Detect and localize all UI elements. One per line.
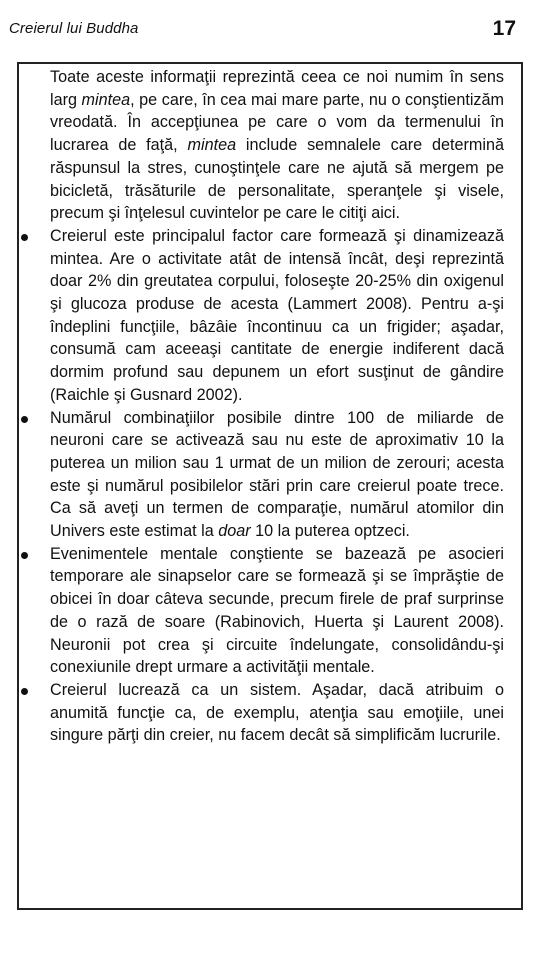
bullet-icon [21, 234, 28, 241]
running-header-title: Creierul lui Buddha [9, 20, 139, 37]
bullet-item-brain-system [50, 679, 504, 747]
bullet-text: Numărul combinaţiilor posibile dintre 100 de miliarde de neuroni care se activează sau nu este de aproximativ 10 la puterea un milion sau 1 urmat de un milion de zerouri; acesta este şi numărul posibilelor stări prin care creierul poate trece. Ca să aveţi un termen de comparaţie, numărul atomilor din Univers este estimat la [50, 408, 504, 541]
intro-text-3: include semnalele care determină răspunsul la stres, cunoştinţele care ne ajută să mergem pe bicicletă, trăsăturile de personalitate, speranţele şi visele, precum şi înţelesul cuvintelor pe care le citiţi aici. [50, 136, 504, 223]
page-number: 17 [492, 17, 516, 40]
intro-emphasis-mintea-1: mintea [81, 90, 131, 109]
bullet-icon [21, 688, 28, 695]
bullet-text: Creierul lucrează ca un sistem. Aşadar, dacă atribuim o anumită funcţie ca, de exemplu, atenţia sau emoţiile, unei singure părţi din creier, nu facem decât să simplificăm lucrurile. [50, 680, 504, 745]
bullet-emphasis-doar: doar [218, 522, 251, 541]
intro-emphasis-mintea-2: mintea [187, 136, 237, 155]
bullet-text: Creierul este principalul factor care formează şi dinamizează mintea. Are o activitate atât de intensă încât, deşi reprezintă doar 2% din greutatea corpului, foloseşte 20-25% din oxigenul şi glucoza produse de acesta (Lammert 2008). Pentru a-şi îndeplini funcţiile, bâzâie încontinuu ca un frigider; aşadar, consumă cam aceeaşi cantitate de energie indiferent dacă dormim profund sau depunem un efort susţinut de gândire (Raichle şi Gusnard 2002). [50, 226, 504, 404]
bullet-item-neuron-combinations [50, 407, 504, 543]
bullet-text-end: 10 la puterea optzeci. [250, 522, 410, 541]
bullet-item-mental-events [50, 543, 504, 679]
bullet-icon [21, 552, 28, 559]
bullet-icon [21, 416, 28, 423]
intro-paragraph [50, 66, 504, 225]
bullet-text: Evenimentele mentale conştiente se bazează pe asocieri temporare ale sinapselor care se formează şi se împrăştie de obicei în doar câteva secunde, precum firele de praf surprinse de o rază de soare (Rabinovich, Huerta şi Laurent 2008). Neuronii pot crea şi circuite îndelungate, consolidându-şi conexiunile drept urmare a activităţii mentale. [50, 544, 504, 677]
intro-text-2: , pe care, în cea mai mare parte, nu o conştientizăm vreodată. În accepţiunea pe care o vom da termenului în lucrarea de faţă, [50, 90, 504, 155]
bullet-item-brain-energy [50, 225, 504, 407]
boxed-text-content [50, 66, 504, 747]
intro-text-1: Toate aceste informaţii reprezintă ceea ce noi numim în sens larg [50, 68, 504, 109]
